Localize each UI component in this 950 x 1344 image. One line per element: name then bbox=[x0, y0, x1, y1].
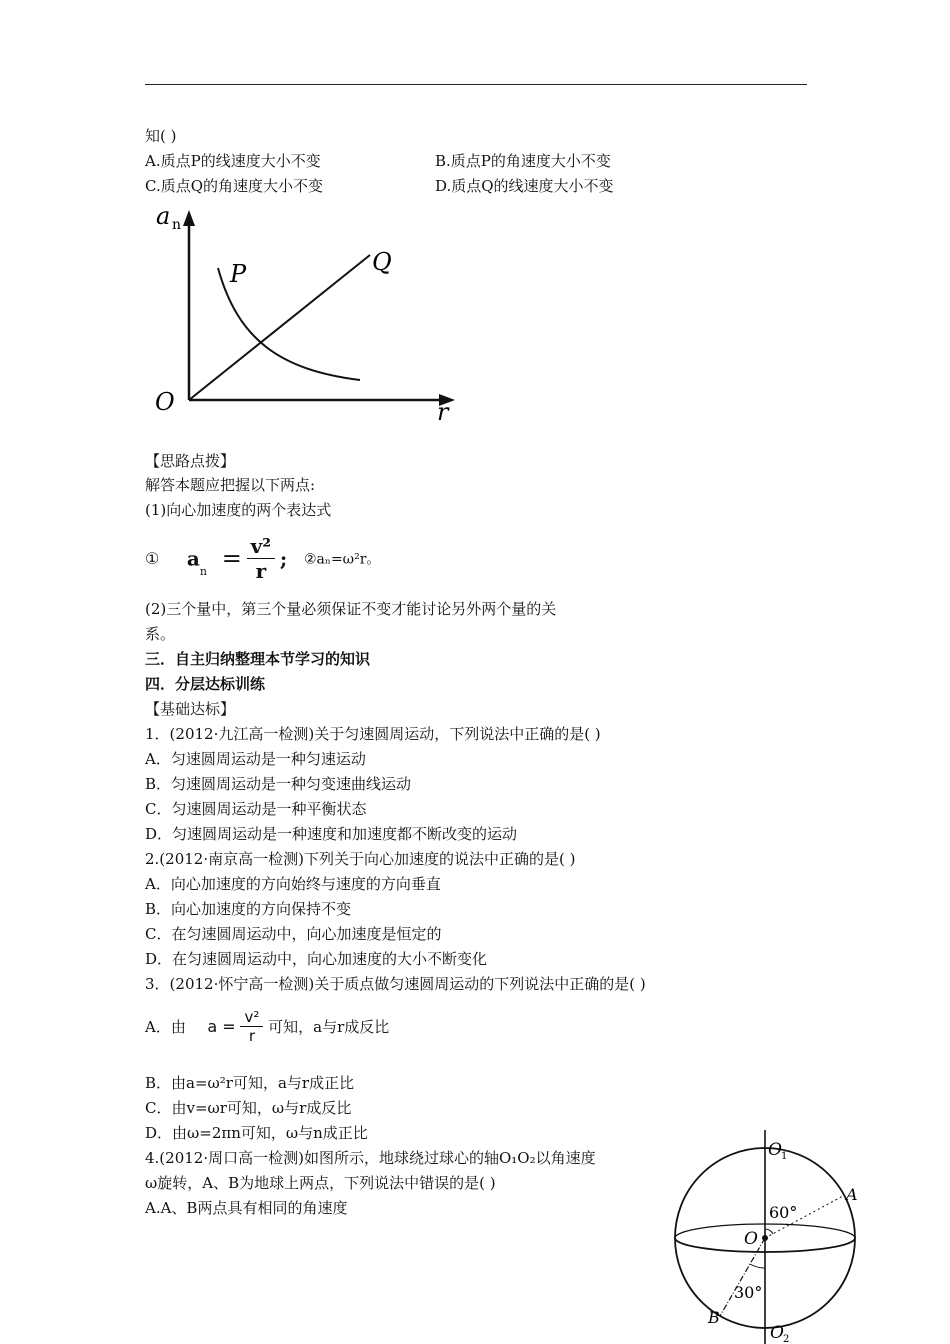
curve-p-label: P bbox=[230, 260, 247, 288]
q3-option-a-denominator: r bbox=[248, 1027, 256, 1045]
option-c: C.质点Q的角速度大小不变 bbox=[145, 177, 324, 195]
q2-option-a: A．向心加速度的方向始终与速度的方向垂直 bbox=[145, 875, 441, 893]
q3-option-a-fraction bbox=[240, 1008, 263, 1045]
option-d: D.质点Q的线速度大小不变 bbox=[435, 177, 614, 195]
q3-option-d: D．由ω=2πn可知，ω与n成正比 bbox=[145, 1124, 368, 1142]
y-axis-label-sub: n bbox=[172, 217, 182, 233]
question-stem-tail: 知( ) bbox=[145, 127, 177, 145]
q3-option-a-lhs: a = bbox=[207, 1017, 236, 1036]
basic-heading: 【基础达标】 bbox=[145, 700, 236, 718]
formula-1-eq: = bbox=[221, 544, 242, 573]
option-b: B.质点P的角速度大小不变 bbox=[435, 152, 611, 170]
formula-1-denominator: r bbox=[255, 559, 267, 583]
x-axis-label: r bbox=[437, 398, 449, 426]
an-r-graph bbox=[150, 200, 470, 430]
formula-2: ②aₙ=ω²r。 bbox=[303, 551, 381, 568]
q3-option-c: C．由v=ωr可知，ω与r成反比 bbox=[145, 1099, 352, 1117]
option-a: A.质点P的线速度大小不变 bbox=[145, 152, 321, 170]
origin-label: O bbox=[155, 388, 175, 416]
angle-30-label: 30° bbox=[734, 1283, 763, 1302]
formula-1-lhs: a bbox=[186, 546, 200, 571]
hint-line-4: 系。 bbox=[145, 625, 176, 643]
formula-1-fraction bbox=[247, 534, 275, 583]
section-4-heading: 四．分层达标训练 bbox=[145, 675, 266, 693]
angle-arc-60 bbox=[765, 1229, 773, 1234]
o2-label-sub: 2 bbox=[783, 1334, 790, 1344]
hint-line-2: (1)向心加速度的两个表达式 bbox=[145, 501, 332, 519]
o1-label-sub: 1 bbox=[781, 1151, 788, 1162]
q1-option-a: A．匀速圆周运动是一种匀速运动 bbox=[145, 750, 366, 768]
hint-title: 【思路点拨】 bbox=[145, 452, 236, 470]
center-label: O bbox=[744, 1229, 758, 1249]
q4-option-a: A.A、B两点具有相同的角速度 bbox=[145, 1199, 348, 1217]
q1-stem: 1．(2012·九江高一检测)关于匀速圆周运动，下列说法中正确的是( ) bbox=[145, 725, 601, 743]
globe-figure bbox=[668, 1128, 868, 1344]
line-q-label: Q bbox=[372, 248, 392, 276]
point-a-label: A bbox=[846, 1185, 858, 1204]
q3-option-a-suffix: 可知，a与r成反比 bbox=[268, 1018, 390, 1036]
angle-60-label: 60° bbox=[769, 1203, 798, 1222]
hint-line-3: (2)三个量中，第三个量必须保证不变才能讨论另外两个量的关 bbox=[145, 600, 557, 618]
formula-1-lhs-sub: n bbox=[199, 564, 207, 578]
q3-option-b: B．由a=ω²r可知，a与r成正比 bbox=[145, 1074, 355, 1092]
q1-option-d: D．匀速圆周运动是一种速度和加速度都不断改变的运动 bbox=[145, 825, 518, 843]
q2-option-b: B．向心加速度的方向保持不变 bbox=[145, 900, 352, 918]
formula-1-number: ① bbox=[145, 549, 160, 568]
formula-1-numerator: v² bbox=[247, 534, 275, 559]
q3-option-a bbox=[145, 1008, 389, 1045]
q4-stem-line-1: 4.(2012·周口高一检测)如图所示，地球绕过球心的轴O₁O₂以角速度 bbox=[145, 1149, 596, 1167]
angle-arc-30 bbox=[750, 1264, 765, 1268]
q2-stem: 2.(2012·南京高一检测)下列关于向心加速度的说法中正确的是( ) bbox=[145, 850, 576, 868]
q1-option-c: C．匀速圆周运动是一种平衡状态 bbox=[145, 800, 367, 818]
q3-option-a-prefix: A．由 bbox=[145, 1018, 186, 1036]
formula-1-sep: ; bbox=[279, 546, 288, 571]
q3-option-a-numerator: v² bbox=[240, 1008, 263, 1027]
o2-label: O bbox=[770, 1323, 784, 1343]
y-axis-label: a bbox=[156, 202, 171, 230]
q1-option-b: B．匀速圆周运动是一种匀变速曲线运动 bbox=[145, 775, 412, 793]
hint-line-1: 解答本题应把握以下两点: bbox=[145, 476, 316, 494]
header-rule bbox=[145, 84, 807, 85]
formula-row bbox=[145, 534, 380, 583]
q2-option-c: C．在匀速圆周运动中，向心加速度是恒定的 bbox=[145, 925, 442, 943]
y-axis-arrow bbox=[183, 210, 195, 226]
q4-stem-line-2: ω旋转，A、B为地球上两点，下列说法中错误的是( ) bbox=[145, 1174, 496, 1192]
q3-stem: 3．(2012·怀宁高一检测)关于质点做匀速圆周运动的下列说法中正确的是( ) bbox=[145, 975, 646, 993]
o1-label: O bbox=[768, 1140, 782, 1160]
radius-to-b bbox=[720, 1238, 765, 1316]
q2-option-d: D．在匀速圆周运动中，向心加速度的大小不断变化 bbox=[145, 950, 488, 968]
center-dot bbox=[762, 1235, 768, 1241]
point-b-label: B bbox=[708, 1308, 720, 1327]
section-3-heading: 三．自主归纳整理本节学习的知识 bbox=[145, 650, 371, 668]
